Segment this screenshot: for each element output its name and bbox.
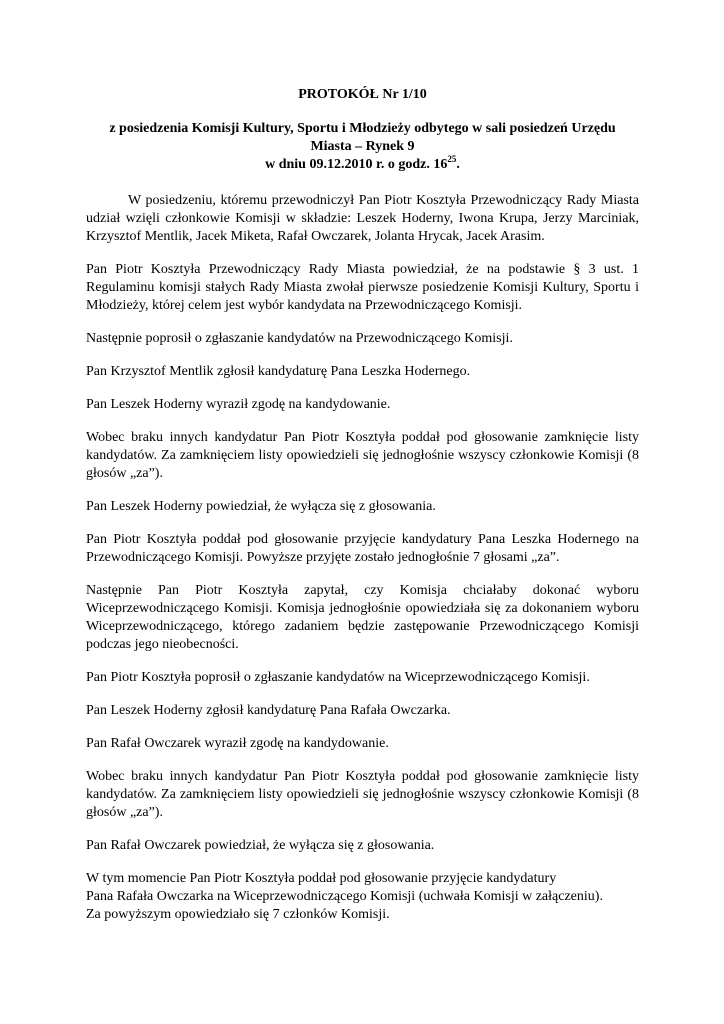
paragraph: Wobec braku innych kandydatur Pan Piotr Kosztyła poddał pod głosowanie zamknięcie listy kandydatów. Za zamknięciem listy opowiedzieli się jednogłośnie wszyscy członkowie Komisji (8 głosów „za”). [86, 769, 639, 820]
meeting-time-minutes: 25 [447, 154, 457, 164]
paragraph: Pan Piotr Kosztyła poprosił o zgłaszanie kandydatów na Wiceprzewodniczącego Komisji. [86, 670, 590, 685]
document-content [86, 86, 639, 939]
subtitle-line-3-end: . [456, 157, 460, 172]
paragraph: Pan Piotr Kosztyła Przewodniczący Rady Miasta powiedział, że na podstawie § 3 ust. 1 Regulaminu komisji stałych Rady Miasta zwołał pierwsze posiedzenie Komisji Kultury, Sportu i Młodzieży, której celem jest wybór kandydata na Przewodniczącego Komisji. [86, 262, 639, 313]
paragraph: Pan Leszek Hoderny zgłosił kandydaturę Pana Rafała Owczarka. [86, 703, 451, 718]
paragraph-attendance: W posiedzeniu, któremu przewodniczył Pan Piotr Kosztyła Przewodniczący Rady Miasta udział wzięli członkowie Komisji w składzie: Leszek Hoderny, Iwona Krupa, Jerzy Marciniak, Krzysztof Mentlik, Jacek Miketa, Rafał Owczarek, Jolanta Hrycak, Jacek Arasim. [86, 193, 639, 244]
paragraph: Następnie Pan Piotr Kosztyła zapytał, czy Komisja chciałaby dokonać wyboru Wiceprzewodniczącego Komisji. Komisja jednogłośnie opowiedziała się za dokonaniem wyboru Wiceprzewodniczącego, którego zadaniem będzie zastępowanie Przewodniczącego Komisji podczas jego nieobecności. [86, 583, 639, 652]
paragraph: Wobec braku innych kandydatur Pan Piotr Kosztyła poddał pod głosowanie zamknięcie listy kandydatów. Za zamknięciem listy opowiedzieli się jednogłośnie wszyscy członkowie Komisji (8 głosów „za”). [86, 430, 639, 481]
paragraph: Następnie poprosił o zgłaszanie kandydatów na Przewodniczącego Komisji. [86, 331, 513, 346]
meeting-date-time: w dniu 09.12.2010 r. o godz. 16 [265, 157, 448, 172]
final-paragraph-line-2: Pana Rafała Owczarka na Wiceprzewodniczącego Komisji (uchwała Komisji w załączeniu). [86, 889, 603, 904]
document-title: PROTOKÓŁ Nr 1/10 [298, 87, 427, 102]
paragraph: Pan Leszek Hoderny powiedział, że wyłącza się z głosowania. [86, 499, 436, 514]
paragraph: Pan Rafał Owczarek wyraził zgodę na kandydowanie. [86, 736, 389, 751]
paragraph: Pan Piotr Kosztyła poddał pod głosowanie przyjęcie kandydatury Pana Leszka Hodernego na Przewodniczącego Komisji. Powyższe przyjęte zostało jednogłośnie 7 głosami „za”. [86, 532, 639, 565]
subtitle-line-3 [86, 156, 639, 174]
document-subtitle [86, 120, 639, 174]
paragraph-final [86, 870, 639, 924]
subtitle-line-2: Miasta – Rynek 9 [310, 139, 415, 154]
final-paragraph-line-3: Za powyższym opowiedziało się 7 członków Komisji. [86, 907, 390, 922]
final-paragraph-line-1: W tym momencie Pan Piotr Kosztyła poddał pod głosowanie przyjęcie kandydatury [86, 871, 557, 886]
paragraph: Pan Leszek Hoderny wyraził zgodę na kandydowanie. [86, 397, 391, 412]
subtitle-line-1: z posiedzenia Komisji Kultury, Sportu i Młodzieży odbytego w sali posiedzeń Urzędu [109, 121, 616, 136]
paragraph: Pan Rafał Owczarek powiedział, że wyłącza się z głosowania. [86, 838, 435, 853]
paragraph: Pan Krzysztof Mentlik zgłosił kandydaturę Pana Leszka Hodernego. [86, 364, 471, 379]
